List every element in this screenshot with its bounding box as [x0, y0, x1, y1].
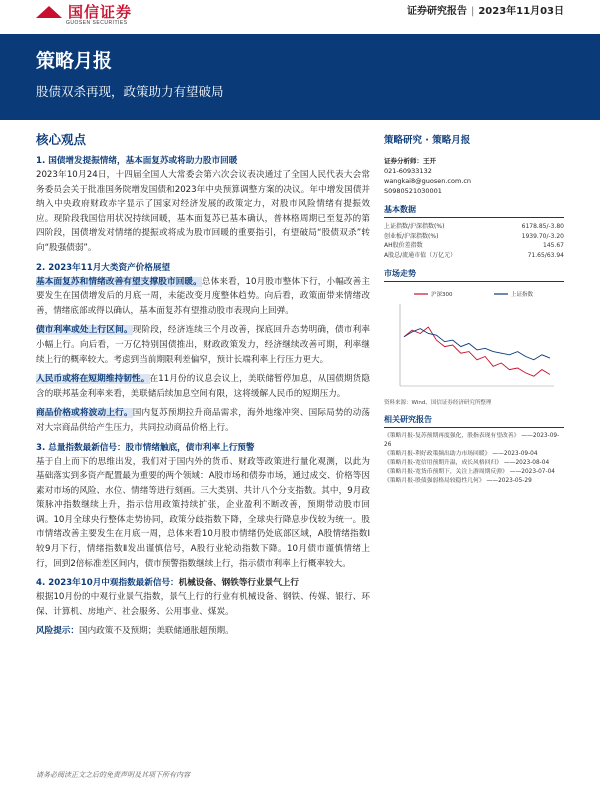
section-2-paragraph-4: [36, 406, 370, 435]
logo-subtext: GUOSEN SECURITIES: [66, 20, 128, 26]
analyst-info: [384, 156, 564, 196]
core-view-title: 核心观点: [36, 132, 87, 147]
legend-label: 上证指数: [511, 292, 534, 298]
market-trend-chart: [384, 286, 564, 396]
series-line: [404, 327, 550, 376]
related-report-link[interactable]: 《策略月报-宽信用预期升温，成长风格回归》 ——2023-08-04: [384, 460, 550, 466]
basic-data-value: 1939.70/-3.20: [521, 232, 564, 240]
basic-data-row: [384, 222, 564, 232]
logo-mark-icon: [36, 4, 62, 18]
report-type: 证券研究报告: [406, 6, 467, 17]
sidebar: [384, 132, 564, 486]
sidebar-title: 策略研究 · 策略月报: [384, 135, 471, 146]
section-4-heading: [36, 576, 370, 590]
basic-data-value: 6178.85/-3.80: [521, 223, 564, 230]
page-title: 策略月报: [36, 50, 113, 72]
market-trend-title: 市场走势: [384, 268, 564, 282]
section-4-heading-text: 4. 2023年10月中观指数最新信号：: [36, 578, 179, 589]
trend-chart-svg: [384, 286, 564, 396]
basic-data-key: 创业板/沪深指数(%): [384, 232, 439, 240]
basic-data-value: 71.65/63.94: [527, 251, 564, 259]
related-report-link[interactable]: 《策略月报-利好政策频出助力市场回暖》 ——2023-09-04: [384, 451, 538, 457]
paragraph-text: 在11月份的议息会议上，美联储暂停加息，从国债期货隐含的联邦基金利率来看，美联储后续加息空间有限，这将缓解人民币的短期压力。: [36, 374, 370, 399]
section-1-body: 2023年10月24日，十四届全国人大常委会第六次会议表决通过了全国人民代表大会常务委员会关于批准国务院增发国债和2023年中央预算调整方案的决议。年中增发国债并纳入中央政府财政赤字显示了国家对经济发展的政策定力，对股市风险情绪有提振效应。现阶段我国信用状况持续回暖，基本面复苏已基本确认，普林格周期已至复苏的第四阶段，国债增发对情绪的提振或将成为股市回暖的重要指引，有望破局“股债双杀”转向“股强债弱”。: [36, 170, 370, 253]
report-date: 2023年11月03日: [478, 6, 564, 17]
basic-data-key: A股总/流通市值（万亿元）: [384, 251, 457, 259]
basic-data-row: [384, 251, 564, 261]
section-2-paragraph-1: [36, 275, 370, 319]
basic-data-row: [384, 241, 564, 251]
section-3-body: 基于自上而下的思维出发，我们对于国内外的货币、财政等政策进行量化观测，以此为基础落实到多资产配置最为重要的两个领域：A股市场和债券市场，通过成交、价格等因素对市场的风险、水位、情绪等进行刻画。三大类别、共计八个分支指数。其中，9月政策脉冲指数继续上升，指示信用政策持续扩张，企业盈利不断改善，预期带动股市回调。10月全球央行整体走势协同，政策分歧指数下降，全球央行降息步伐较为统一。股市情绪改善主要发生在月底一周，总体来看10月股市情绪仍处底部区域，A股情绪指数Ⅰ较9月下行，情绪指数Ⅱ发出谨慎信号，A股行业轮动指数下降。10月债市谨慎情绪上行，回到2倍标准差区间内，债市预警指数继续上行，指示债市利率上行概率较大。: [36, 456, 370, 569]
page-subtitle: 股债双杀再现，政策助力有望破局: [36, 84, 224, 99]
related-research-title: 相关研究报告: [384, 414, 564, 428]
section-2-paragraph-3: [36, 372, 370, 401]
analyst-label: 证券分析师：: [384, 157, 423, 165]
logo: [36, 0, 132, 22]
related-research-list: [384, 432, 564, 486]
paragraph-text: 总体来看，10月股市整体下行，小幅改善主要发生在国债增发后的月底一周，未能改变月度整体趋势。向后看，政策面带来情绪改善，情绪底部或得以确认，基本面复苏有望推动股市表现向上回弹。: [36, 276, 370, 316]
risk-note: [36, 624, 370, 639]
disclaimer-footer: 请务必阅读正文之后的免责声明及其项下所有内容: [36, 771, 190, 779]
highlight-bond: 债市利率或处上行区间。: [36, 325, 133, 336]
section-2-paragraph-2: [36, 323, 370, 367]
analyst-name: 王开: [423, 157, 436, 165]
logo-text: 国信证券: [68, 2, 133, 21]
basic-data-list: [384, 222, 564, 260]
analyst-cert: S0980521030001: [384, 187, 442, 195]
main-content: [36, 130, 370, 644]
basic-data-value: 145.67: [543, 242, 564, 249]
related-report-link[interactable]: 《策略月报-股债强弱格局较稳性几何》 ——2023-05-29: [384, 478, 532, 484]
paragraph-text: 国内复苏预期拉升商品需求，海外地缘冲突、国际局势的动荡对大宗商品供给产生压力，共同拉动商品价格上行。: [36, 408, 370, 433]
paragraph-text: 现阶段，经济连续三个月改善，探底回升态势明确，债市利率小幅上行。向后看，一万亿特别国债推出，财政政策发力，经济继续改善可期，利率继续上行的概率较大。考虑到当前期限利差偏窄，预计长端利率上行压力更大。: [36, 325, 370, 365]
basic-data-key: AH股价差指数: [384, 242, 423, 249]
highlight-rmb: 人民币或将在短期维持韧性。: [36, 374, 150, 385]
section-3-heading: 3. 总量指数最新信号：股市情绪触底，债市利率上行预警: [36, 442, 255, 453]
highlight-commodity: 商品价格或将波动上行。: [36, 408, 133, 419]
related-report-link[interactable]: 《策略月报-宽货币预期下，关注上游周期反弹》 ——2023-07-04: [384, 469, 555, 475]
section-2-heading: 2. 2023年11月大类资产价格展望: [36, 262, 171, 273]
section-1-heading: 1. 国债增发提振情绪，基本面复苏或将助力股市回暖: [36, 156, 238, 166]
chart-source: 资料来源：Wind、国信证券经济研究所整理: [384, 400, 492, 406]
section-4-heading-tail: 机械设备、钢铁等行业景气上行: [178, 578, 299, 589]
analyst-phone: 021-60933132: [384, 167, 432, 175]
related-report-link[interactable]: 《策略月报-复苏预期再度强化，股指表现有望改善》 ——2023-09-26: [384, 433, 560, 448]
title-banner: [0, 34, 600, 120]
analyst-email[interactable]: wangkai8@guosen.com.cn: [384, 177, 472, 185]
header-meta: 证券研究报告 | 2023年11月03日: [406, 6, 564, 17]
basic-data-title: 基本数据: [384, 204, 564, 218]
highlight-stock: 基本面复苏和情绪改善有望支撑股市回暖。: [36, 276, 202, 287]
section-4-body: 根据10月份的中观行业景气指数，景气上行的行业有机械设备、钢铁、传媒、银行、环保、计算机、房地产、社会服务、公用事业、煤炭。: [36, 592, 370, 617]
basic-data-key: 上证指数/沪深指数(%): [384, 223, 445, 230]
top-bar: [0, 0, 600, 34]
legend-label: 沪深300: [431, 292, 453, 298]
risk-text: 国内政策不及预期；美联储通胀超预期。: [78, 626, 234, 637]
basic-data-row: [384, 232, 564, 242]
series-line: [404, 329, 550, 360]
risk-label: 风险提示：: [36, 626, 79, 637]
